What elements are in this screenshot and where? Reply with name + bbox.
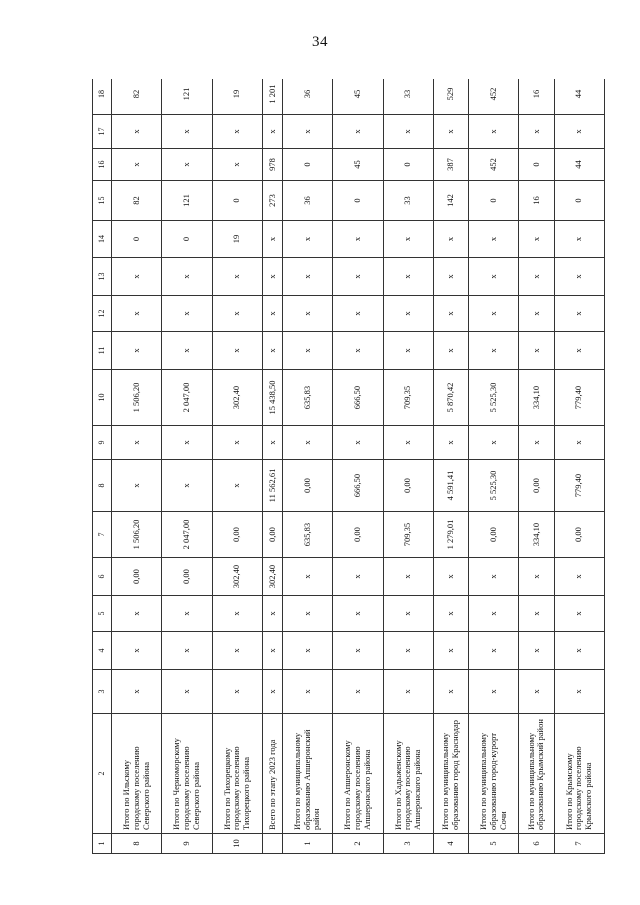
table-cell: 1 506,20	[112, 512, 162, 558]
row-number: 4	[433, 834, 468, 854]
table-cell: x	[383, 258, 433, 296]
table-cell: 0,00	[554, 512, 604, 558]
table-cell: x	[112, 426, 162, 460]
table-cell: x	[519, 332, 554, 370]
table-cell: 121	[162, 79, 212, 115]
table-cell: x	[469, 670, 519, 714]
table-cell: 978	[263, 149, 283, 181]
table-cell: x	[212, 632, 262, 670]
table-row	[162, 79, 212, 854]
row-number: 2	[333, 834, 383, 854]
table-cell: x	[383, 426, 433, 460]
table-cell: x	[333, 670, 383, 714]
table-cell: 302,40	[212, 558, 262, 596]
table-cell: x	[333, 632, 383, 670]
column-header: 6	[93, 558, 112, 596]
table-cell: 44	[554, 149, 604, 181]
table-cell: x	[383, 296, 433, 332]
column-header: 1	[93, 834, 112, 854]
table-cell: 779,40	[554, 460, 604, 512]
table-cell: x	[212, 670, 262, 714]
table-cell: x	[162, 258, 212, 296]
table-cell: x	[383, 596, 433, 632]
table-cell: 82	[112, 79, 162, 115]
table-cell: 529	[433, 79, 468, 115]
rotated-table-container	[92, 79, 605, 854]
table-cell: 5 525,30	[469, 370, 519, 426]
municipality-name: Итого по муниципальному образованию Крымский район	[519, 714, 554, 834]
table-cell: x	[519, 670, 554, 714]
municipality-name: Итого по Крымскому городскому поселению Крымского района	[554, 714, 604, 834]
table-cell: 709,35	[383, 370, 433, 426]
table-cell: 82	[112, 181, 162, 221]
row-number: 8	[112, 834, 162, 854]
table-cell: x	[112, 258, 162, 296]
row-number: 3	[383, 834, 433, 854]
table-cell: 635,83	[282, 370, 332, 426]
table-cell: x	[162, 426, 212, 460]
municipality-name: Всего по этапу 2023 года	[263, 714, 283, 834]
table-row	[282, 79, 332, 854]
table-cell: x	[433, 632, 468, 670]
table-cell: x	[469, 426, 519, 460]
table-cell: x	[554, 332, 604, 370]
table-cell: x	[112, 296, 162, 332]
table-row	[469, 79, 519, 854]
table-cell: x	[112, 115, 162, 149]
table-row	[554, 79, 604, 854]
table-cell: x	[212, 426, 262, 460]
table-cell: 5 525,30	[469, 460, 519, 512]
table-cell: 0	[519, 149, 554, 181]
column-header: 8	[93, 460, 112, 512]
table-cell: x	[433, 558, 468, 596]
table-cell: 0,00	[162, 558, 212, 596]
table-cell: x	[263, 426, 283, 460]
table-cell: x	[383, 670, 433, 714]
table-cell: 302,40	[212, 370, 262, 426]
table-cell: x	[383, 632, 433, 670]
table-cell: x	[554, 296, 604, 332]
table-cell: 0,00	[112, 558, 162, 596]
table-cell: 0	[162, 221, 212, 258]
table-cell: x	[383, 558, 433, 596]
table-cell: x	[433, 670, 468, 714]
table-cell: x	[554, 558, 604, 596]
table-cell: x	[469, 596, 519, 632]
row-number: 7	[554, 834, 604, 854]
table-cell: 36	[282, 181, 332, 221]
column-header: 7	[93, 512, 112, 558]
table-cell: x	[263, 632, 283, 670]
table-cell: x	[282, 332, 332, 370]
table-cell: x	[212, 460, 262, 512]
table-cell: 45	[333, 149, 383, 181]
table-row	[263, 79, 283, 854]
table-cell: x	[333, 115, 383, 149]
table-cell: x	[433, 296, 468, 332]
table-cell: x	[519, 558, 554, 596]
table-row	[433, 79, 468, 854]
municipality-name: Итого по муниципальному образованию город Краснодар	[433, 714, 468, 834]
column-header: 14	[93, 221, 112, 258]
column-header: 15	[93, 181, 112, 221]
table-cell: 19	[212, 79, 262, 115]
table-cell: 0,00	[212, 512, 262, 558]
municipality-name: Итого по муниципальному образованию Апшеронский район	[282, 714, 332, 834]
table-cell: x	[263, 115, 283, 149]
municipality-name: Итого по Тихорецкому городскому поселению Тихорецкого района	[212, 714, 262, 834]
row-number: 1	[282, 834, 332, 854]
table-cell: 302,40	[263, 558, 283, 596]
table-cell: x	[162, 332, 212, 370]
table-cell: x	[333, 221, 383, 258]
table-row	[383, 79, 433, 854]
column-header: 17	[93, 115, 112, 149]
table-cell: x	[433, 221, 468, 258]
table-cell: 334,10	[519, 512, 554, 558]
table-row	[519, 79, 554, 854]
table-cell: 0,00	[263, 512, 283, 558]
table-cell: x	[469, 558, 519, 596]
row-number: 5	[469, 834, 519, 854]
table-cell: x	[433, 596, 468, 632]
table-cell: x	[112, 460, 162, 512]
table-cell: 0,00	[282, 460, 332, 512]
table-cell: x	[519, 221, 554, 258]
table-cell: x	[212, 596, 262, 632]
table-cell: x	[333, 332, 383, 370]
column-header: 3	[93, 670, 112, 714]
table-cell: x	[212, 149, 262, 181]
column-header: 12	[93, 296, 112, 332]
table-cell: 0,00	[333, 512, 383, 558]
table-cell: x	[112, 632, 162, 670]
table-cell: 2 047,00	[162, 512, 212, 558]
table-cell: 19	[212, 221, 262, 258]
table-cell: x	[162, 596, 212, 632]
table-cell: 452	[469, 79, 519, 115]
table-cell: x	[469, 221, 519, 258]
table-cell: x	[469, 258, 519, 296]
table-row	[112, 79, 162, 854]
column-header: 18	[93, 79, 112, 115]
table-cell: x	[519, 426, 554, 460]
table-cell: 44	[554, 79, 604, 115]
table-cell: x	[554, 221, 604, 258]
table-cell: x	[162, 115, 212, 149]
table-cell: x	[162, 460, 212, 512]
table-cell: x	[554, 426, 604, 460]
table-cell: x	[282, 115, 332, 149]
table-cell: x	[519, 596, 554, 632]
table-cell: x	[282, 670, 332, 714]
table-cell: 635,83	[282, 512, 332, 558]
table-cell: 33	[383, 181, 433, 221]
table-cell: x	[282, 632, 332, 670]
table-cell: x	[263, 670, 283, 714]
table-cell: 666,50	[333, 460, 383, 512]
table-cell: x	[333, 258, 383, 296]
table-cell: x	[162, 149, 212, 181]
table-row	[212, 79, 262, 854]
table-cell: x	[554, 115, 604, 149]
column-header: 4	[93, 632, 112, 670]
row-number: 10	[212, 834, 262, 854]
municipality-name: Итого по Ильскому городскому поселению Северского района	[112, 714, 162, 834]
table-cell: 5 870,42	[433, 370, 468, 426]
table-cell: 1 279,01	[433, 512, 468, 558]
table-cell: 36	[282, 79, 332, 115]
table-cell: x	[212, 332, 262, 370]
table-cell: 334,10	[519, 370, 554, 426]
page-number: 34	[312, 34, 328, 50]
table-cell: x	[263, 332, 283, 370]
table-cell: 709,35	[383, 512, 433, 558]
table-cell: x	[519, 632, 554, 670]
column-header: 16	[93, 149, 112, 181]
table-row	[333, 79, 383, 854]
table-cell: x	[383, 115, 433, 149]
table-cell: 16	[519, 181, 554, 221]
municipality-name: Итого по муниципальному образованию город-курорт Сочи	[469, 714, 519, 834]
table-cell: x	[263, 258, 283, 296]
table-cell: x	[162, 670, 212, 714]
table-cell: 0	[282, 149, 332, 181]
table-cell: x	[282, 221, 332, 258]
rotated-table	[92, 79, 605, 854]
table-cell: 15 438,50	[263, 370, 283, 426]
table-cell: x	[433, 115, 468, 149]
table-cell: x	[263, 296, 283, 332]
table-cell: x	[282, 596, 332, 632]
table-cell: 121	[162, 181, 212, 221]
table-cell: 45	[333, 79, 383, 115]
table-cell: 452	[469, 149, 519, 181]
table-cell: 2 047,00	[162, 370, 212, 426]
table-cell: x	[383, 221, 433, 258]
column-header: 11	[93, 332, 112, 370]
row-number	[263, 834, 283, 854]
table-cell: x	[162, 296, 212, 332]
table-cell: 142	[433, 181, 468, 221]
table-cell: 273	[263, 181, 283, 221]
table-cell: x	[554, 670, 604, 714]
table-cell: x	[469, 296, 519, 332]
table-cell: x	[162, 632, 212, 670]
table-cell: x	[263, 221, 283, 258]
row-number: 6	[519, 834, 554, 854]
table-cell: x	[383, 332, 433, 370]
table-cell: 0,00	[519, 460, 554, 512]
table-cell: x	[282, 558, 332, 596]
table-cell: x	[554, 258, 604, 296]
table-cell: 11 562,61	[263, 460, 283, 512]
table-cell: x	[333, 558, 383, 596]
data-table	[92, 79, 605, 854]
table-cell: 16	[519, 79, 554, 115]
table-cell: x	[333, 426, 383, 460]
table-cell: x	[554, 596, 604, 632]
table-cell: 1 201	[263, 79, 283, 115]
table-cell: x	[282, 296, 332, 332]
table-cell: x	[469, 332, 519, 370]
column-header: 5	[93, 596, 112, 632]
table-cell: 0	[333, 181, 383, 221]
table-cell: x	[263, 596, 283, 632]
table-cell: x	[433, 258, 468, 296]
table-cell: x	[333, 596, 383, 632]
table-cell: 4 591,41	[433, 460, 468, 512]
table-cell: x	[282, 258, 332, 296]
table-cell: x	[433, 426, 468, 460]
table-cell: x	[554, 632, 604, 670]
table-cell: 387	[433, 149, 468, 181]
table-cell: 666,50	[333, 370, 383, 426]
column-header: 2	[93, 714, 112, 834]
table-cell: x	[469, 632, 519, 670]
table-cell: x	[212, 296, 262, 332]
table-cell: 0,00	[383, 460, 433, 512]
table-cell: x	[469, 115, 519, 149]
table-cell: x	[212, 258, 262, 296]
table-cell: x	[112, 332, 162, 370]
column-header: 13	[93, 258, 112, 296]
table-cell: x	[112, 596, 162, 632]
table-cell: 779,40	[554, 370, 604, 426]
table-cell: x	[333, 296, 383, 332]
table-cell: x	[282, 426, 332, 460]
municipality-name: Итого по Апшеронскому городскому поселению Апшеронского района	[333, 714, 383, 834]
table-cell: x	[519, 296, 554, 332]
header-row	[93, 79, 112, 854]
table-cell: x	[519, 258, 554, 296]
municipality-name: Итого по Черноморскому городскому поселению Северского района	[162, 714, 212, 834]
table-cell: 33	[383, 79, 433, 115]
table-cell: 0	[383, 149, 433, 181]
table-cell: 0	[554, 181, 604, 221]
table-cell: 1 506,20	[112, 370, 162, 426]
table-cell: x	[112, 670, 162, 714]
table-cell: 0	[469, 181, 519, 221]
table-cell: x	[433, 332, 468, 370]
row-number: 9	[162, 834, 212, 854]
column-header: 10	[93, 370, 112, 426]
municipality-name: Итого по Хадыженскому городскому поселению Апшеронского района	[383, 714, 433, 834]
table-cell: x	[212, 115, 262, 149]
table-cell: x	[112, 149, 162, 181]
table-cell: x	[519, 115, 554, 149]
column-header: 9	[93, 426, 112, 460]
table-cell: 0	[112, 221, 162, 258]
table-cell: 0,00	[469, 512, 519, 558]
table-cell: 0	[212, 181, 262, 221]
